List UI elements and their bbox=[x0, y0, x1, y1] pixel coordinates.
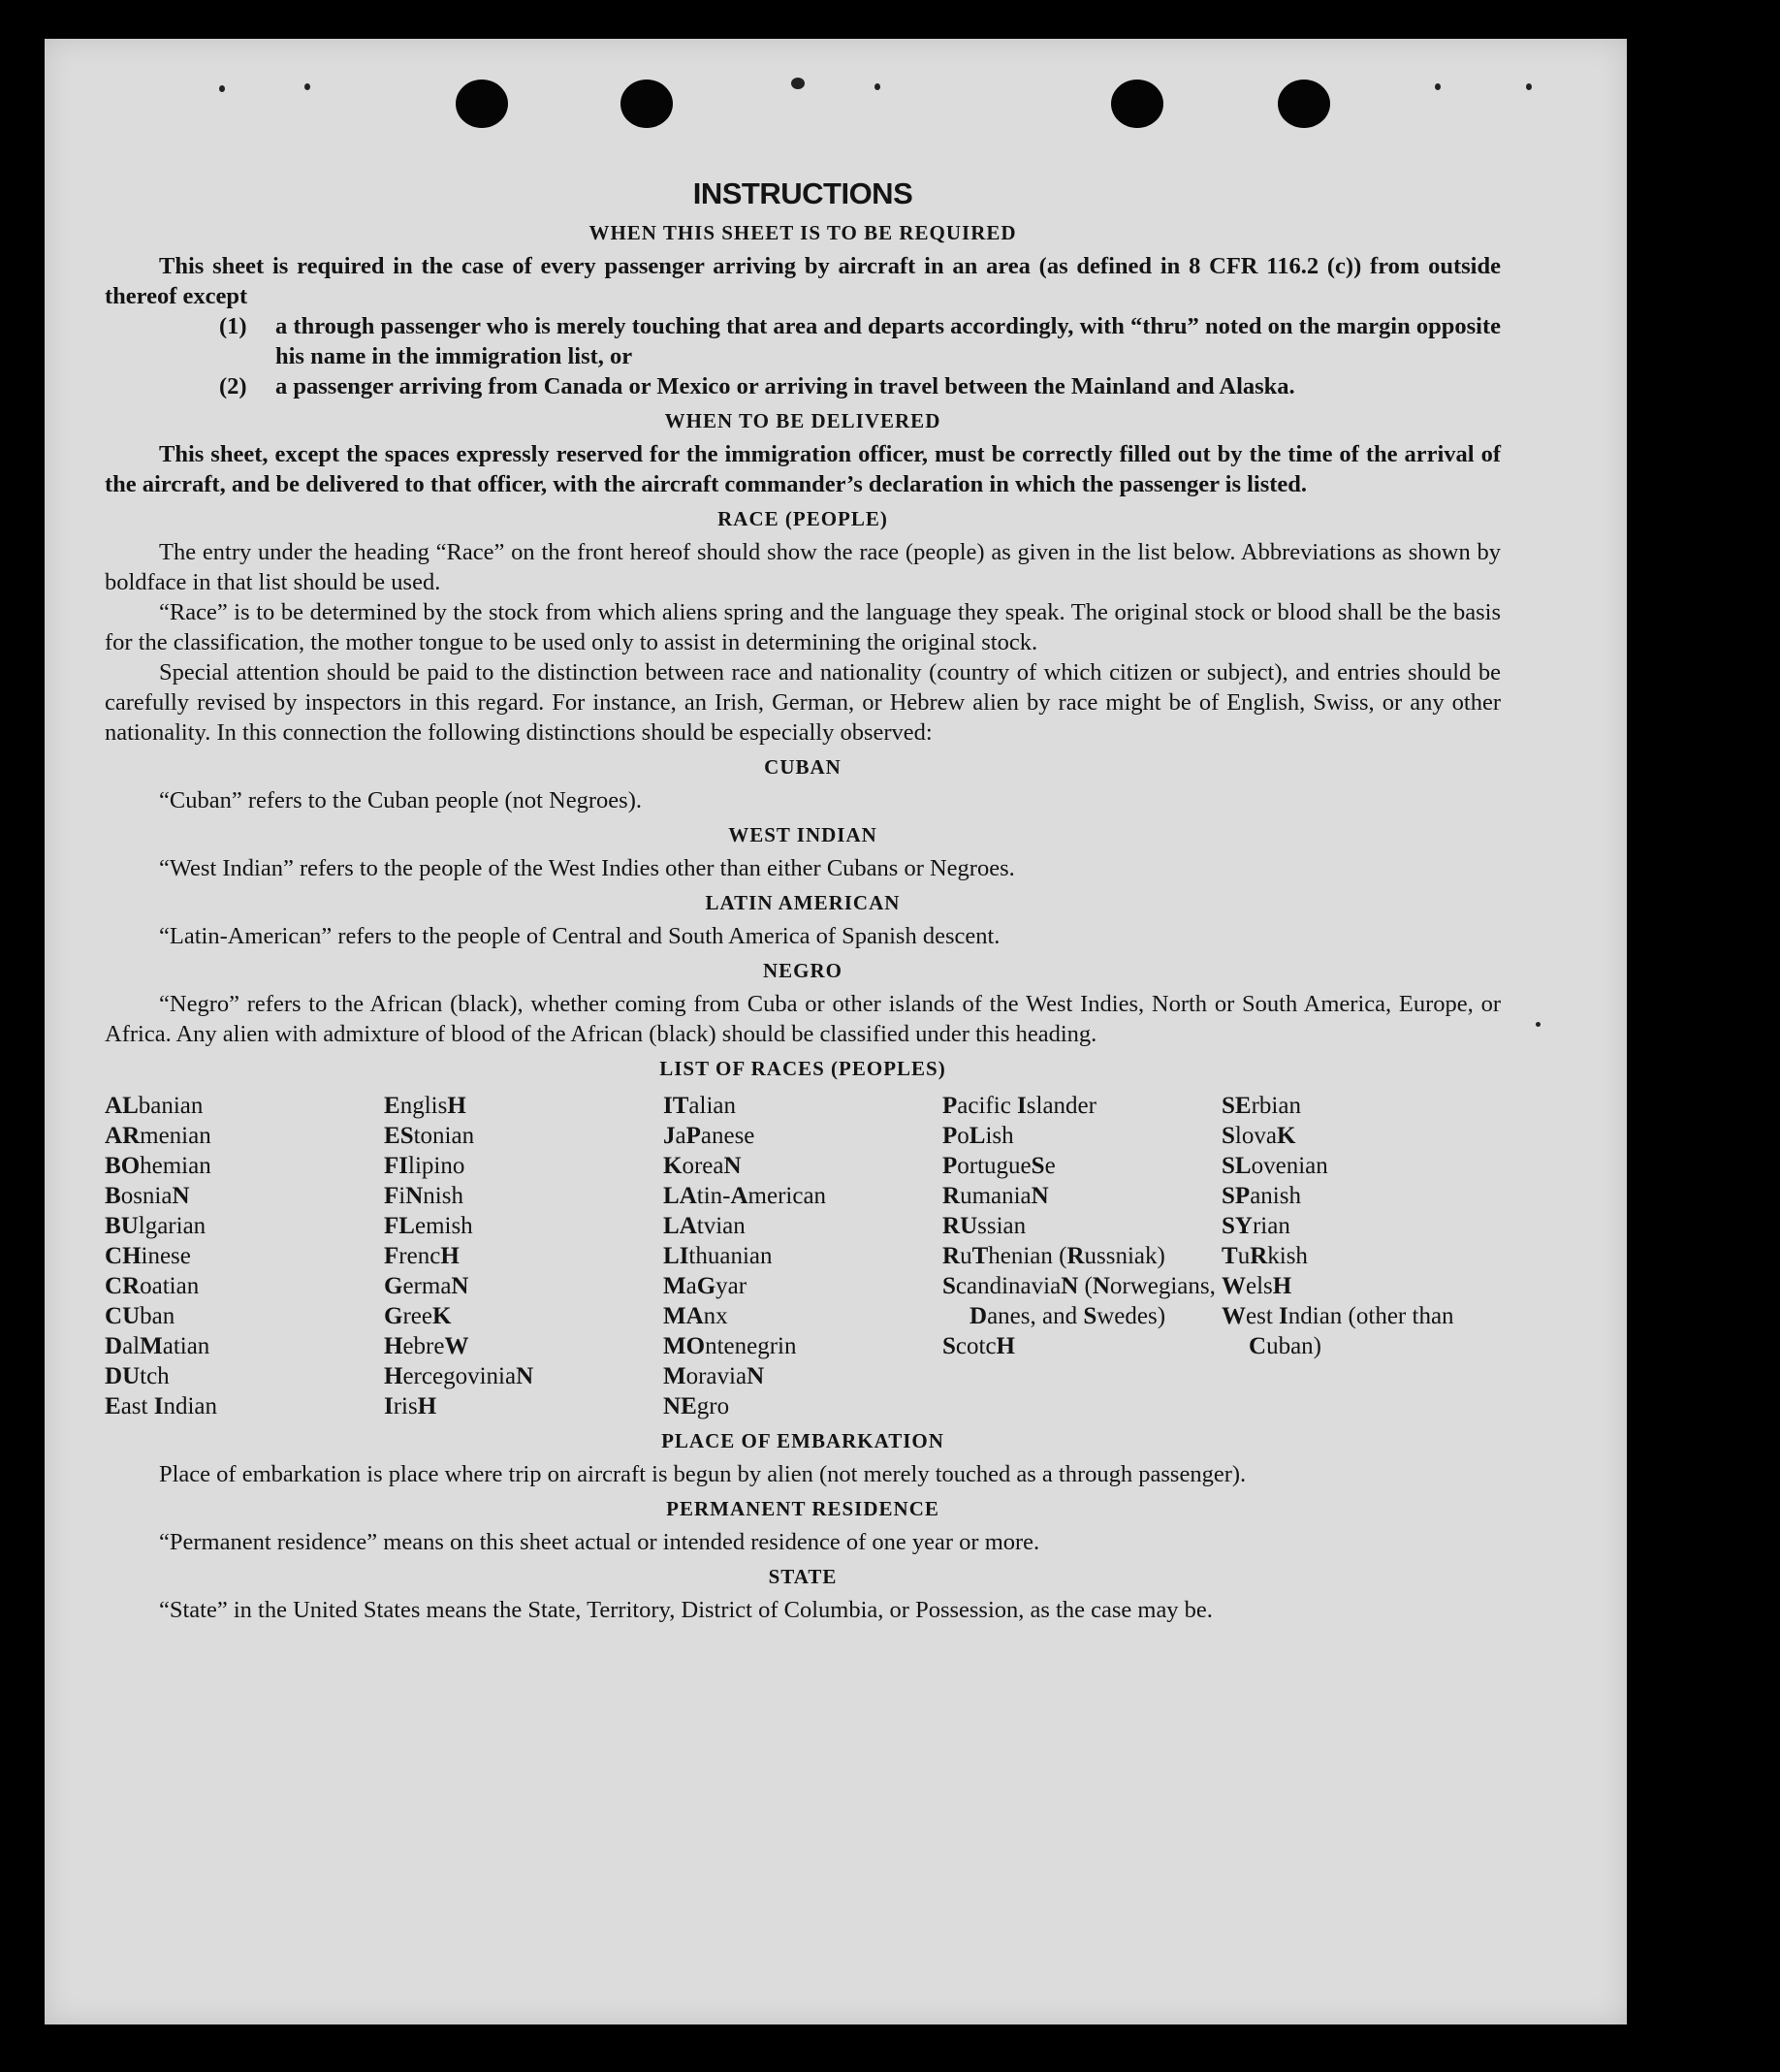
race-entry: FrencH bbox=[384, 1243, 460, 1269]
instructions-content bbox=[105, 176, 1501, 1625]
item-number: (2) bbox=[219, 373, 247, 399]
race-column bbox=[942, 1091, 1222, 1421]
race-entry: MAnx bbox=[663, 1303, 728, 1329]
section-heading: PERMANENT RESIDENCE bbox=[666, 1497, 939, 1520]
state-text: “State” in the United States means the State, Territory, District of Columbia, or Possession, as the case may be. bbox=[159, 1597, 1213, 1623]
negro-text: “Negro” refers to the African (black), whether coming from Cuba or other islands of the West Indies, North or South America, Europe, or Africa. Any alien with admixture of blood of the African (black) should be classified under this heading. bbox=[105, 991, 1501, 1047]
race-entry: TuRkish bbox=[1222, 1243, 1308, 1269]
section-heading: NEGRO bbox=[762, 959, 842, 982]
race-entry: DUtch bbox=[105, 1363, 170, 1389]
race-paragraph: Special attention should be paid to the distinction between race and nationality (country of which citizen or subject), and entries should be carefully revised by inspectors in this regard. For instance, an Irish, German, or Hebrew alien by race might be of English, Swiss, or any other nationality. In this connection the following distinctions should be especially observed: bbox=[105, 659, 1501, 746]
section-heading: LIST OF RACES (PEOPLES) bbox=[659, 1057, 946, 1080]
cuban-text: “Cuban” refers to the Cuban people (not Negroes). bbox=[159, 787, 642, 813]
race-entry: PoLish bbox=[942, 1123, 1014, 1149]
race-entry: LAtin-American bbox=[663, 1183, 827, 1209]
item-text: a through passenger who is merely touching that area and departs accordingly, with “thru” noted on the margin opposite his name in the immigration list, or bbox=[275, 313, 1501, 369]
race-entry: BosniaN bbox=[105, 1183, 190, 1209]
race-entry: GermaN bbox=[384, 1273, 469, 1299]
race-entry: SYrian bbox=[1222, 1213, 1290, 1239]
speck bbox=[874, 83, 880, 90]
race-entry: WelsH bbox=[1222, 1273, 1292, 1299]
race-entry: MOntenegrin bbox=[663, 1333, 797, 1359]
race-entry: ARmenian bbox=[105, 1123, 211, 1149]
race-entry: ITalian bbox=[663, 1093, 737, 1119]
race-entry: RUssian bbox=[942, 1213, 1027, 1239]
speck bbox=[1536, 1022, 1541, 1027]
latin-american-text: “Latin-American” refers to the people of Central and South America of Spanish descent. bbox=[159, 923, 1001, 949]
section-heading: CUBAN bbox=[764, 755, 842, 779]
races-list bbox=[105, 1091, 1501, 1421]
required-intro: This sheet is required in the case of every passenger arriving by aircraft in an area (as defined in 8 CFR 116.2 (c)) from outside thereof except bbox=[105, 253, 1501, 309]
race-entry: BUlgarian bbox=[105, 1213, 207, 1239]
speck bbox=[1435, 83, 1441, 90]
delivered-text: This sheet, except the spaces expressly reserved for the immigration officer, must be correctly filled out by the time of the arrival of the aircraft, and be delivered to that officer, with the aircraft commander’s declaration in which the passenger is listed. bbox=[105, 441, 1501, 497]
race-entry: West Indian (other than Cuban) bbox=[1222, 1303, 1454, 1359]
race-entry: KoreaN bbox=[663, 1153, 742, 1179]
race-entry: CRoatian bbox=[105, 1273, 200, 1299]
exception-item bbox=[105, 371, 1501, 401]
race-column bbox=[1222, 1091, 1501, 1421]
race-entry: MaGyar bbox=[663, 1273, 747, 1299]
race-entry: EnglisH bbox=[384, 1093, 466, 1119]
race-column bbox=[663, 1091, 942, 1421]
race-entry: LIthuanian bbox=[663, 1243, 773, 1269]
race-entry: PortugueSe bbox=[942, 1153, 1056, 1179]
race-entry: FLemish bbox=[384, 1213, 473, 1239]
race-entry: ScotcH bbox=[942, 1333, 1015, 1359]
exception-item bbox=[105, 311, 1501, 371]
west-indian-text: “West Indian” refers to the people of the West Indies other than either Cubans or Negroes. bbox=[159, 855, 1015, 881]
race-entry: DalMatian bbox=[105, 1333, 210, 1359]
section-heading: WHEN TO BE DELIVERED bbox=[664, 409, 941, 432]
speck bbox=[219, 85, 225, 92]
section-heading: RACE (PEOPLE) bbox=[717, 507, 888, 530]
speck bbox=[1526, 83, 1532, 90]
item-number: (1) bbox=[219, 313, 247, 339]
race-entry: MoraviaN bbox=[663, 1363, 765, 1389]
race-entry: IrisH bbox=[384, 1393, 437, 1419]
race-entry: Pacific Islander bbox=[942, 1093, 1097, 1119]
race-entry: SPanish bbox=[1222, 1183, 1301, 1209]
race-entry: JaPanese bbox=[663, 1123, 755, 1149]
race-entry: GreeK bbox=[384, 1303, 452, 1329]
race-paragraph: “Race” is to be determined by the stock from which aliens spring and the language they speak. The original stock or blood shall be the basis for the classification, the mother tongue to be used only to assist in determining the original stock. bbox=[105, 599, 1501, 655]
race-entry: FiNnish bbox=[384, 1183, 463, 1209]
speck bbox=[791, 78, 805, 89]
residence-text: “Permanent residence” means on this sheet actual or intended residence of one year or more. bbox=[159, 1529, 1040, 1555]
race-paragraph: The entry under the heading “Race” on the front hereof should show the race (people) as given in the list below. Abbreviations as shown by boldface in that list should be used. bbox=[105, 539, 1501, 595]
race-entry: HercegoviniaN bbox=[384, 1363, 534, 1389]
race-entry: ALbanian bbox=[105, 1093, 204, 1119]
race-entry: CUban bbox=[105, 1303, 175, 1329]
section-heading: LATIN AMERICAN bbox=[705, 891, 901, 914]
race-entry: BOhemian bbox=[105, 1153, 211, 1179]
race-entry: HebreW bbox=[384, 1333, 469, 1359]
punch-hole bbox=[456, 80, 508, 128]
section-heading: STATE bbox=[768, 1565, 838, 1588]
race-entry: East Indian bbox=[105, 1393, 217, 1419]
section-heading: PLACE OF EMBARKATION bbox=[661, 1429, 944, 1452]
race-entry: LAtvian bbox=[663, 1213, 746, 1239]
page-title: INSTRUCTIONS bbox=[692, 176, 913, 210]
race-entry: CHinese bbox=[105, 1243, 191, 1269]
race-entry: SlovaK bbox=[1222, 1123, 1296, 1149]
race-column bbox=[105, 1091, 384, 1421]
race-column bbox=[384, 1091, 663, 1421]
speck bbox=[304, 83, 310, 90]
punch-hole bbox=[1278, 80, 1330, 128]
section-heading: WEST INDIAN bbox=[728, 823, 877, 846]
race-entry: EStonian bbox=[384, 1123, 475, 1149]
race-entry: FIlipino bbox=[384, 1153, 465, 1179]
race-entry: RuThenian (Russniak) bbox=[942, 1243, 1165, 1269]
race-entry: RumaniaN bbox=[942, 1183, 1049, 1209]
punch-hole bbox=[620, 80, 673, 128]
race-entry: SLovenian bbox=[1222, 1153, 1328, 1179]
item-text: a passenger arriving from Canada or Mexico or arriving in travel between the Mainland and Alaska. bbox=[275, 373, 1295, 399]
section-heading: WHEN THIS SHEET IS TO BE REQUIRED bbox=[588, 221, 1017, 244]
embarkation-text: Place of embarkation is place where trip on aircraft is begun by alien (not merely touched as a through passenger). bbox=[159, 1461, 1247, 1487]
punch-hole bbox=[1111, 80, 1163, 128]
race-entry: NEgro bbox=[663, 1393, 730, 1419]
race-entry: ScandinaviaN (Norwegians, Danes, and Swedes) bbox=[942, 1273, 1216, 1329]
race-entry: SErbian bbox=[1222, 1093, 1301, 1119]
